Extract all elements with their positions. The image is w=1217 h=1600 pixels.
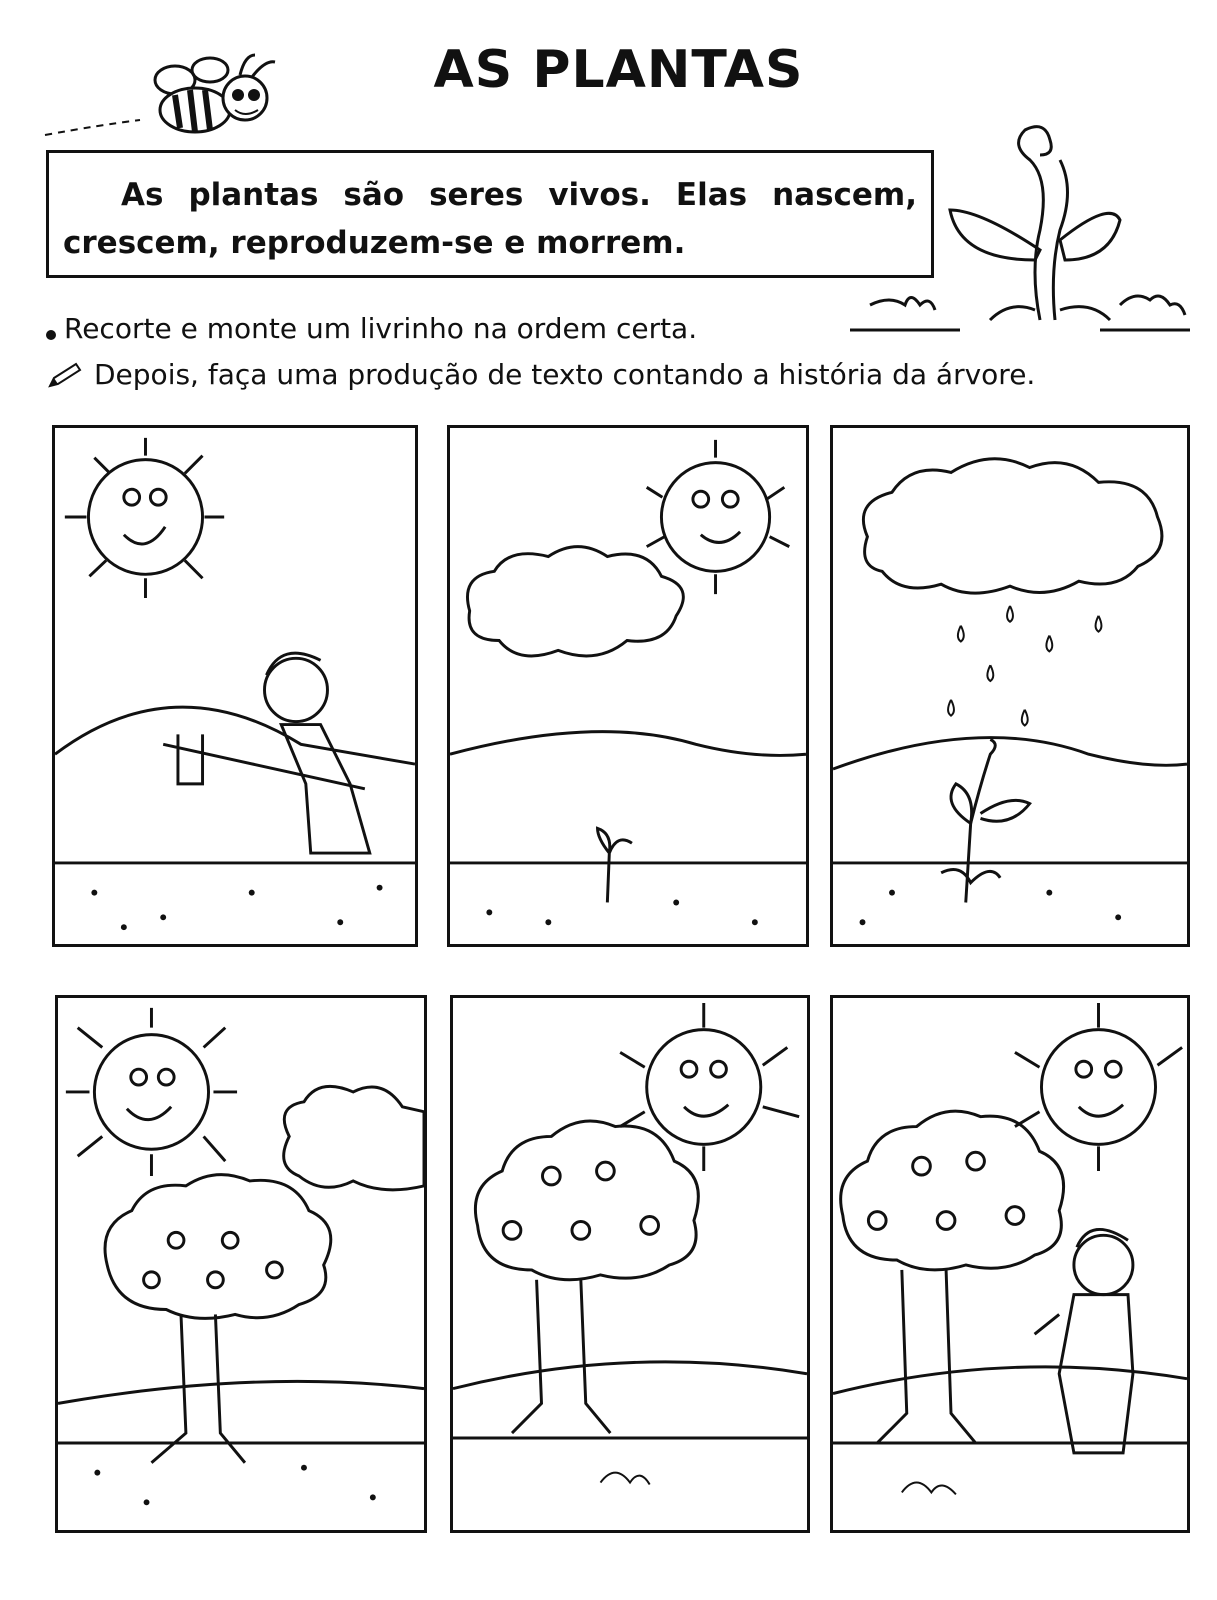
instruction-cut: Recorte e monte um livrinho na ordem certa. [46, 312, 697, 345]
tree-icon [475, 1121, 698, 1433]
intro-box [46, 150, 934, 278]
panel-fruit-tree [450, 995, 810, 1533]
tree-icon [105, 1175, 331, 1463]
bullet-icon [46, 330, 56, 340]
sun-icon [1015, 1003, 1182, 1171]
panel-boy-eating-fruit [830, 995, 1190, 1533]
sun-icon [65, 438, 224, 598]
seedling-icon [598, 828, 632, 902]
panel-rain-plant [830, 425, 1190, 947]
tree-icon [841, 1111, 1064, 1443]
instruction-write: Depois, faça uma produção de texto contando a história da árvore. [46, 358, 1035, 391]
boy-icon [1035, 1229, 1133, 1452]
sprout-icon [850, 120, 1190, 340]
boy-icon [163, 653, 370, 853]
intro-text: As plantas são seres vivos. Elas nascem, crescem, reproduzem-se e morrem. [63, 177, 917, 261]
panel-seedling [447, 425, 809, 947]
panel-boy-digging [52, 425, 418, 947]
plant-icon [941, 739, 1029, 902]
sun-icon [620, 1003, 799, 1171]
pencil-icon [46, 362, 84, 388]
sun-icon [647, 440, 790, 594]
sun-icon [66, 1008, 237, 1176]
panel-flowering-tree [55, 995, 427, 1533]
page-title: AS PLANTAS [433, 40, 804, 100]
